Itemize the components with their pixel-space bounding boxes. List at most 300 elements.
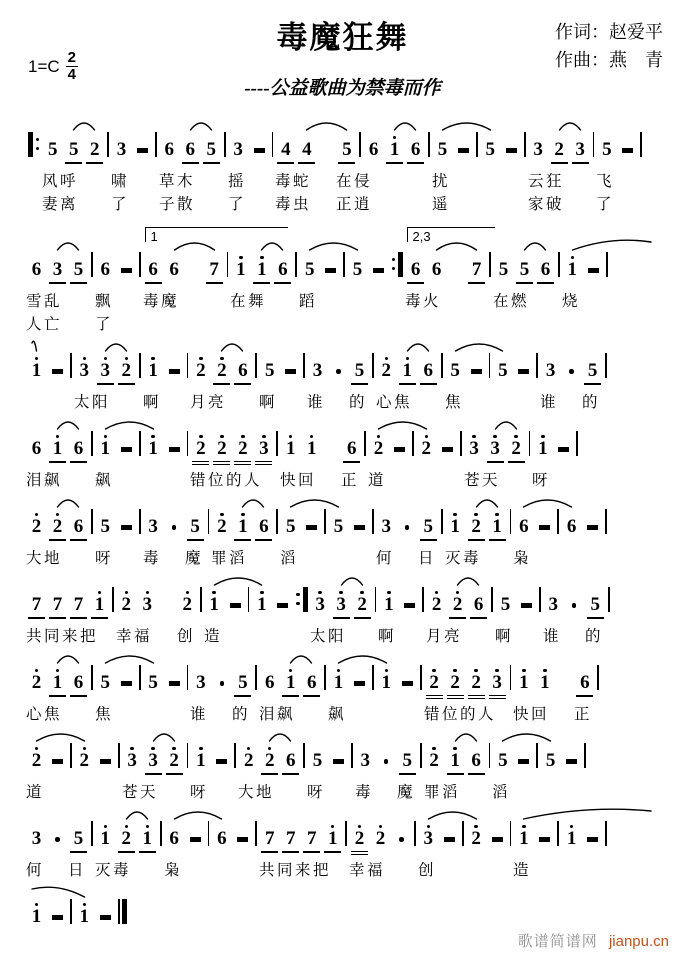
note xyxy=(551,132,568,166)
bar-line xyxy=(234,743,236,768)
underline xyxy=(338,162,355,164)
note xyxy=(312,587,329,621)
underline xyxy=(298,162,315,164)
dash-bar xyxy=(373,268,384,272)
note-glyph: 5 xyxy=(148,672,158,694)
bar-line xyxy=(70,743,72,768)
note-glyph xyxy=(587,518,598,537)
note-spacer xyxy=(449,252,464,286)
barline xyxy=(303,348,305,387)
note-glyph: 6 xyxy=(410,139,421,161)
note-glyph: 1 xyxy=(52,438,63,460)
repeat-end xyxy=(295,582,307,621)
note-glyph xyxy=(306,518,317,537)
lyric-syllable: 谁 xyxy=(540,394,559,411)
note xyxy=(28,743,45,777)
note xyxy=(28,899,45,933)
note xyxy=(301,252,318,286)
note-glyph: 2 xyxy=(429,672,439,693)
bar-line xyxy=(476,132,478,157)
lyric-syllable: 何 xyxy=(376,550,395,567)
underline xyxy=(468,539,485,541)
dash-mark xyxy=(351,665,368,699)
bar-line xyxy=(303,743,305,768)
note-glyph: 6 xyxy=(580,672,590,694)
bar-line xyxy=(608,587,610,612)
lyric-syllable: 毒虫 xyxy=(275,196,312,213)
note-glyph xyxy=(566,752,577,771)
note-glyph: 2 xyxy=(79,750,90,772)
note xyxy=(49,665,66,699)
bar-line xyxy=(139,353,141,378)
dash-bar xyxy=(121,681,132,685)
song-title: 毒魔狂舞 xyxy=(276,20,409,55)
lyric-syllable: 云狂 xyxy=(528,173,565,190)
music-system-9 xyxy=(28,803,655,878)
note-glyph: 2 xyxy=(431,594,442,616)
dash-bar xyxy=(492,837,503,841)
note-glyph: 3 xyxy=(336,594,346,616)
note-glyph: 1 xyxy=(450,516,460,538)
note xyxy=(330,509,347,543)
dash-mark xyxy=(227,587,244,621)
note-glyph xyxy=(121,261,132,280)
barline xyxy=(187,426,189,465)
note-glyph xyxy=(492,830,503,849)
underline xyxy=(420,539,437,541)
note xyxy=(370,431,387,465)
note xyxy=(192,431,209,465)
dash-bar xyxy=(518,759,529,763)
note xyxy=(298,132,315,166)
barline xyxy=(91,816,93,855)
barline xyxy=(70,348,72,387)
notes-row xyxy=(28,426,655,465)
dash-bar xyxy=(402,681,413,685)
bar-line xyxy=(255,353,257,378)
underline xyxy=(97,383,114,385)
note xyxy=(386,132,403,166)
note xyxy=(166,821,183,855)
lyric-syllable: 大地 xyxy=(238,784,275,801)
note xyxy=(118,587,135,621)
barline xyxy=(187,738,189,777)
dash-mark xyxy=(187,821,204,855)
composer-credit: 作曲：燕 青 xyxy=(555,50,663,70)
note xyxy=(145,252,162,286)
note-glyph: 1 xyxy=(196,750,206,772)
lyrics-row xyxy=(28,777,655,800)
note-glyph: 6 xyxy=(278,259,288,281)
bar-line xyxy=(155,132,157,157)
lyric-syllable: 啊 xyxy=(259,394,278,411)
bar-line xyxy=(489,743,491,768)
dot xyxy=(384,759,388,763)
underline xyxy=(489,695,506,696)
lyric-syllable: 太阳 xyxy=(74,394,111,411)
dash-bar xyxy=(121,268,132,272)
lyric-syllable: 飞 xyxy=(596,173,615,190)
underline xyxy=(118,851,135,853)
note-glyph: 5 xyxy=(498,259,509,281)
barline xyxy=(187,660,189,699)
note xyxy=(407,252,424,286)
barline xyxy=(524,127,526,166)
note-glyph: 4 xyxy=(281,139,291,161)
lyric-syllable: 道 xyxy=(368,472,387,489)
note xyxy=(166,743,183,777)
note-glyph: 6 xyxy=(431,259,442,281)
bar-line xyxy=(489,252,491,277)
note xyxy=(351,353,368,387)
underline xyxy=(447,773,464,775)
barline xyxy=(576,426,578,465)
underline xyxy=(303,851,320,853)
lyrics-row xyxy=(28,621,655,644)
underline xyxy=(576,695,593,697)
dash-mark xyxy=(166,665,183,699)
underline xyxy=(255,539,272,541)
note xyxy=(309,353,326,387)
note-glyph: 2 xyxy=(217,516,227,538)
dash-bar xyxy=(444,837,455,841)
bar-line xyxy=(91,431,93,456)
note-glyph: 3 xyxy=(52,259,63,281)
notes-row xyxy=(28,582,655,621)
note xyxy=(563,821,580,855)
bar-line xyxy=(428,132,430,157)
barline xyxy=(208,816,210,855)
note xyxy=(303,665,320,699)
lyric-syllable: 呀 xyxy=(95,550,114,567)
note-glyph xyxy=(588,261,599,280)
dash-bar xyxy=(458,148,469,152)
dash-mark xyxy=(49,899,66,933)
lyric-syllable: 滔 xyxy=(492,784,511,801)
music-system-7 xyxy=(28,647,655,722)
barline xyxy=(359,127,361,166)
note xyxy=(49,587,66,621)
note xyxy=(466,431,483,465)
lyric-syllable: 啸 xyxy=(111,173,130,190)
note-glyph: 5 xyxy=(590,594,601,616)
note-glyph: 1 xyxy=(538,438,548,460)
note xyxy=(447,509,464,543)
note-glyph xyxy=(121,518,132,537)
lyric-syllable: 妻离 xyxy=(42,196,79,213)
bar-line xyxy=(112,587,114,612)
note-glyph: 5 xyxy=(450,360,460,382)
dash-mark xyxy=(118,665,135,699)
note-glyph: 3 xyxy=(142,594,153,616)
note xyxy=(76,353,93,387)
note-glyph: 1 xyxy=(389,139,400,161)
note-spacer xyxy=(557,665,572,699)
dash-mark xyxy=(303,509,320,543)
note-glyph: 1 xyxy=(100,828,111,850)
bar-line xyxy=(276,431,278,456)
note-glyph: 1 xyxy=(381,672,392,694)
barline xyxy=(248,582,250,621)
note-glyph xyxy=(100,752,111,771)
note-glyph: 6 xyxy=(259,516,269,538)
bar-line xyxy=(70,353,72,378)
watermark-site-name: 歌谱简谱网 xyxy=(517,933,598,950)
note-glyph: 1 xyxy=(238,516,248,538)
note-glyph xyxy=(169,674,180,693)
notes-row xyxy=(28,816,655,855)
note-glyph: 1 xyxy=(257,594,267,616)
dash-mark xyxy=(351,509,368,543)
note-glyph: 6 xyxy=(238,360,248,382)
underline xyxy=(447,695,464,696)
note xyxy=(564,252,581,286)
note xyxy=(145,665,162,699)
note xyxy=(584,353,601,387)
dash-bar xyxy=(52,759,63,763)
underline xyxy=(572,162,589,164)
note-glyph: 3 xyxy=(575,139,585,161)
notes-row xyxy=(28,127,655,166)
lyric-syllable: 罪滔 xyxy=(211,550,248,567)
note xyxy=(28,252,45,286)
note-glyph: 6 xyxy=(73,672,84,694)
underline xyxy=(65,162,82,164)
note xyxy=(206,587,223,621)
barline xyxy=(255,348,257,387)
note-glyph xyxy=(285,362,296,381)
note xyxy=(49,252,66,286)
underline xyxy=(274,282,291,284)
dash-bar xyxy=(100,915,111,919)
bar-line xyxy=(303,353,305,378)
note-glyph: 5 xyxy=(437,139,448,161)
bar-line xyxy=(139,252,141,277)
repeat-dot xyxy=(36,138,39,141)
lyric-syllable: 风呼 xyxy=(42,173,79,190)
bar-line xyxy=(539,587,541,612)
note-glyph: 6 xyxy=(306,672,317,694)
barline xyxy=(324,660,326,699)
note-glyph xyxy=(444,830,455,849)
lyric-syllable: 共同来把 xyxy=(26,628,99,645)
bar-line xyxy=(489,353,491,378)
dot xyxy=(569,369,573,373)
bar-line xyxy=(593,132,595,157)
dash-mark xyxy=(515,353,532,387)
dash-mark xyxy=(370,252,387,286)
bar-line xyxy=(462,821,464,846)
underline xyxy=(386,162,403,164)
note xyxy=(255,431,272,465)
note xyxy=(489,665,506,699)
note-glyph: 5 xyxy=(354,360,365,382)
note xyxy=(534,431,551,465)
note-glyph: 2 xyxy=(121,828,132,850)
underline-slot xyxy=(28,927,45,933)
underline xyxy=(234,695,251,697)
underline xyxy=(49,695,66,697)
lyric-syllable: 月亮 xyxy=(426,628,463,645)
repeat-dots xyxy=(392,258,395,270)
dash-bar xyxy=(539,837,550,841)
barline xyxy=(372,348,374,387)
barline xyxy=(605,504,607,543)
dash-bar xyxy=(506,148,517,152)
dash-bar xyxy=(354,525,365,529)
dash-mark xyxy=(97,899,114,933)
lyrics-row xyxy=(28,699,655,722)
note-glyph: 6 xyxy=(264,672,275,694)
note-glyph: 2 xyxy=(471,672,481,693)
note xyxy=(113,132,130,166)
underline-slot xyxy=(76,927,93,933)
bar-line-thick xyxy=(122,899,127,924)
note-glyph: 1 xyxy=(148,360,158,382)
note xyxy=(447,743,464,777)
bar-line xyxy=(597,665,599,690)
dash-mark xyxy=(282,353,299,387)
underline xyxy=(282,851,299,853)
note-glyph: 6 xyxy=(471,750,481,772)
note-glyph: 6 xyxy=(31,259,42,281)
underline xyxy=(426,695,443,696)
dash-mark xyxy=(584,509,601,543)
note xyxy=(282,665,299,699)
note xyxy=(282,431,299,465)
note-glyph: 7 xyxy=(285,828,296,850)
bar-line xyxy=(372,353,374,378)
repeat-dot xyxy=(392,258,395,261)
music-system-2 xyxy=(28,215,655,332)
dash-bar xyxy=(518,369,529,373)
bar-line xyxy=(118,743,120,768)
note xyxy=(372,821,389,855)
note-glyph: 5 xyxy=(190,516,200,538)
note xyxy=(261,353,278,387)
dash-bar xyxy=(52,369,63,373)
repeat-dots xyxy=(296,593,299,605)
dash-bar xyxy=(558,447,569,451)
underline xyxy=(343,461,360,463)
note-glyph: 2 xyxy=(421,438,432,460)
dash-bar xyxy=(254,148,265,152)
underline xyxy=(70,539,87,541)
lyrics-row xyxy=(28,465,655,488)
note xyxy=(97,665,114,699)
lyric-syllable: 飙 xyxy=(95,472,114,489)
note-glyph: 6 xyxy=(368,139,379,161)
barline xyxy=(276,426,278,465)
note xyxy=(354,587,371,621)
repeat-dot xyxy=(296,593,299,596)
barline xyxy=(584,738,586,777)
note-glyph: 1 xyxy=(285,672,296,694)
barline xyxy=(536,738,538,777)
underline xyxy=(261,773,278,775)
lyrics-row xyxy=(28,286,655,309)
note-glyph xyxy=(384,752,388,771)
barline xyxy=(70,894,72,933)
lyric-syllable: 在燃 xyxy=(493,293,530,310)
underline xyxy=(584,383,601,385)
bar-line xyxy=(295,252,297,277)
bar-line xyxy=(160,821,162,846)
final-barline xyxy=(118,894,127,933)
bar-line xyxy=(375,587,377,612)
note-glyph: 7 xyxy=(209,259,219,281)
bar-line xyxy=(510,821,512,846)
note-spacer xyxy=(187,252,202,286)
note xyxy=(434,132,451,166)
note-glyph xyxy=(587,830,598,849)
note-glyph: 2 xyxy=(121,360,132,382)
note-glyph xyxy=(254,141,265,160)
lyrics-row xyxy=(28,166,655,189)
barline xyxy=(139,504,141,543)
lyric-syllable: 正 xyxy=(341,472,360,489)
dash-mark xyxy=(619,132,636,166)
note xyxy=(234,431,251,465)
score xyxy=(0,100,685,933)
lyric-syllable: 错位的人 xyxy=(190,472,263,489)
note-glyph: 1 xyxy=(492,516,502,538)
note-glyph: 6 xyxy=(169,828,179,850)
dash-mark xyxy=(585,252,602,286)
augmentation-dot xyxy=(563,353,580,387)
dash-bar xyxy=(216,759,227,763)
note-glyph: 6 xyxy=(100,259,111,281)
barline xyxy=(107,127,109,166)
dash-mark xyxy=(439,431,456,465)
note xyxy=(97,252,114,286)
dot xyxy=(405,525,409,529)
barline xyxy=(608,582,610,621)
note-glyph: 7 xyxy=(264,828,275,850)
note xyxy=(378,353,395,387)
key-label: 1=C xyxy=(28,56,60,76)
note-glyph: 5 xyxy=(402,750,413,772)
bar-line xyxy=(422,587,424,612)
underline xyxy=(551,162,568,164)
note-glyph: 2 xyxy=(471,828,481,850)
note-glyph: 2 xyxy=(31,750,42,772)
dash-bar xyxy=(285,369,296,373)
note-glyph: 1 xyxy=(79,906,90,928)
note xyxy=(572,132,589,166)
dash-bar xyxy=(442,447,453,451)
note xyxy=(213,431,230,465)
dash-mark xyxy=(455,132,472,166)
underline xyxy=(213,383,230,385)
dash-bar xyxy=(325,268,336,272)
lyric-syllable: 魔 xyxy=(185,550,204,567)
note xyxy=(192,665,209,699)
dash-mark xyxy=(118,252,135,286)
music-system-10 xyxy=(28,881,655,933)
note-glyph: 3 xyxy=(116,139,127,161)
lyric-syllable: 幸福 xyxy=(116,628,153,645)
note xyxy=(70,252,87,286)
note xyxy=(333,587,350,621)
note-glyph xyxy=(572,596,576,615)
note xyxy=(426,743,443,777)
note-spacer xyxy=(324,431,339,465)
lyric-syllable: 摇 xyxy=(228,173,247,190)
underline xyxy=(282,695,299,697)
note xyxy=(587,587,604,621)
dot xyxy=(220,681,224,685)
